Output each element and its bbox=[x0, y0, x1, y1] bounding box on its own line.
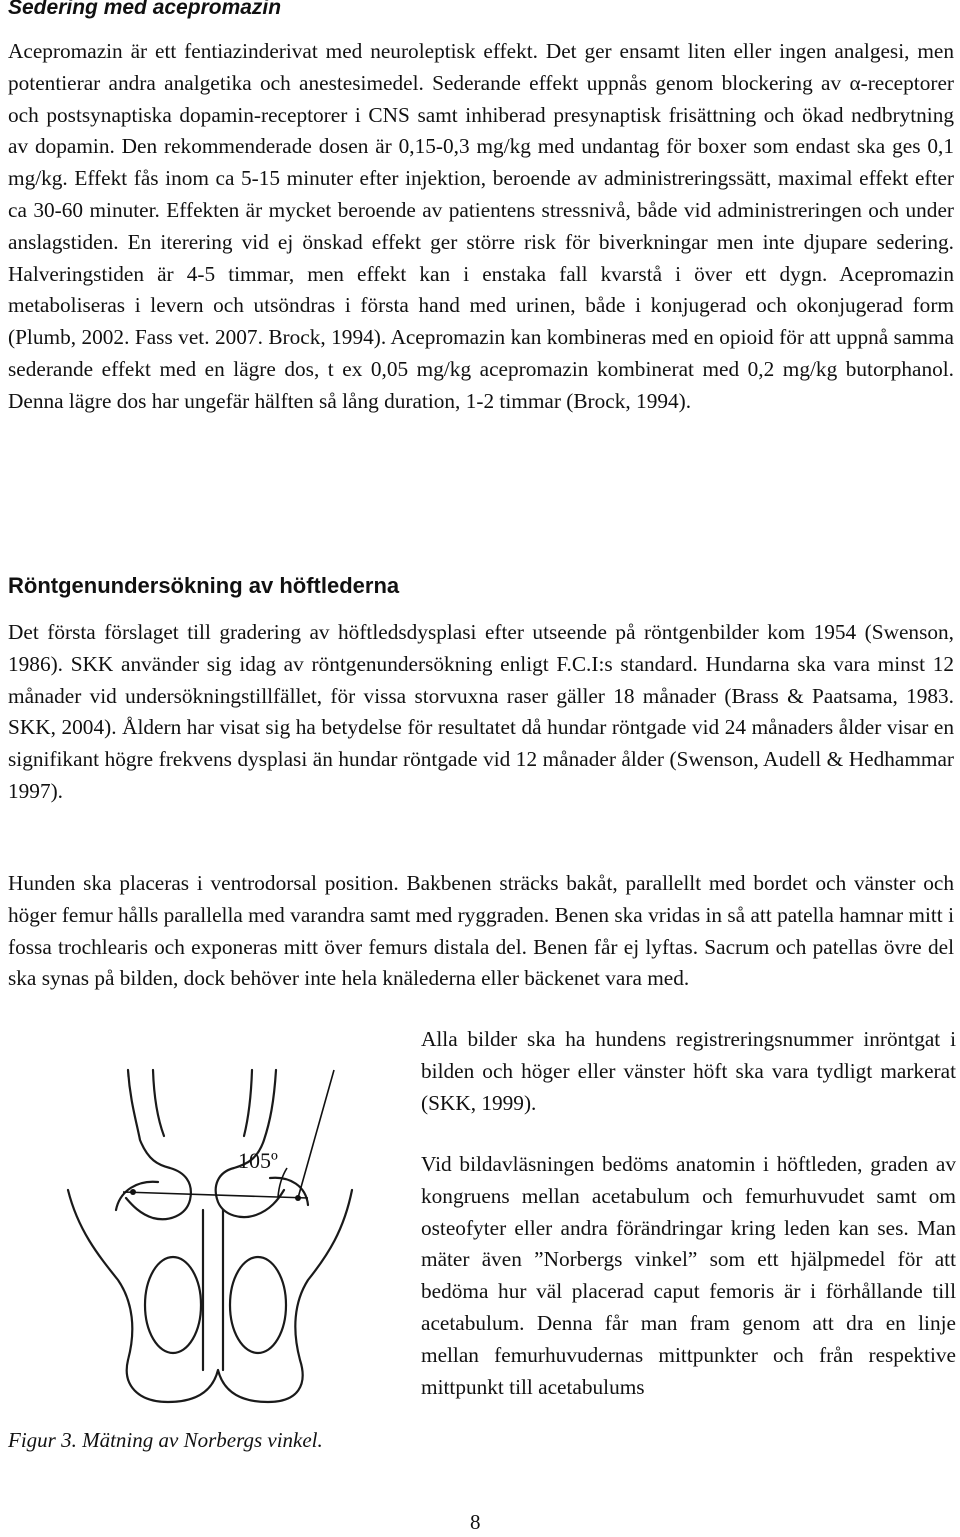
angle-label: 105º bbox=[238, 1148, 278, 1173]
femoral-head-center-left bbox=[130, 1189, 136, 1195]
femoral-head-center bbox=[295, 1195, 301, 1201]
paragraph-gradering: Det första förslaget till gradering av höftledsdysplasi efter utseende på röntgenbilder kom 1954 (Swenson, 1986). SKK använder sig idag av röntgenundersökning enligt F.C.I:s standard. Hundarna ska vara minst 12 månader vid undersökningstillfället, för vissa storvuxna raser gäller 18 månader (Brass & Paatsama, 1983. SKK, 2004). Åldern har visat sig ha betydelse för resultatet då hundar röntgade vid 24 månaders ålder visar en signifikant högre frekvens dysplasi än hundar röntgade vid 12 månader ålder (Swenson, Audell & Hedhammar 1997). bbox=[8, 620, 954, 803]
paragraph-positionering: Hunden ska placeras i ventrodorsal position. Bakbenen sträcks bakåt, parallellt med bordet och vänster och höger femur hålls parallella med varandra samt med ryggraden. Benen ska vridas in så att patella hamnar mitt i fossa trochlearis och exponeras mitt över femurs distala del. Benen får ej lyftas. Sacrum och patellas övre del ska synas på bilden, dock behöver inte hela knälederna eller bäckenet vara med. bbox=[8, 871, 954, 991]
paragraph-acepromazin: Acepromazin är ett fentiazinderivat med neuroleptisk effekt. Det ger ensamt liten eller ingen analgesi, men potentierar andra analgetika och anestesimedel. Sederande effekt uppnås genom blockering av α-receptorer och postsynaptiska dopamin-receptorer i CNS samt inhiberad presynaptisk frisättning och ökad nedbrytning av dopamin. Den rekommenderade dosen är 0,15-0,3 mg/kg med undantag för boxer som endast ska ges 0,1 mg/kg. Effekt fås inom ca 5-15 minuter efter injektion, beroende av administreringssätt, maximal effekt efter ca 30-60 minuter. Effekten är mycket beroende av patientens stressnivå, både vid administreringen och under anslagstiden. En iterering vid ej önskad effekt ger större risk för biverkningar men inte djupare sedering. Halveringstiden är 4-5 timmar, men effekt kan i enstaka fall kvarstå i över ett dygn. Acepromazin metaboliseras i levern och utsöndras i första hand med urinen, både i konjugerad och okonjugerad form (Plumb, 2002. Fass vet. 2007. Brock, 1994). Acepromazin kan kombineras med en opioid för att uppnå samma sederande effekt med en lägre dos, t ex 0,05 mg/kg acepromazin kombinerat med 0,2 mg/kg butorphanol. Denna lägre dos har ungefär hälften så lång duration, 1-2 timmar (Brock, 1994). bbox=[8, 39, 954, 413]
section-heading-acepromazin: Sedering med acepromazin bbox=[8, 0, 282, 19]
sacrum bbox=[203, 1210, 223, 1370]
acetabulum-line bbox=[298, 1070, 334, 1198]
section-heading-rontgen: Röntgenundersökning av höftlederna bbox=[8, 573, 400, 598]
right-obturator-foramen bbox=[230, 1257, 286, 1353]
paragraph-bildavlasning: Vid bildavläsningen bedöms anatomin i höftleden, graden av kongruens mellan acetabulum och femurhuvudet samt om osteofyter eller andra förändringar kring leden kan ses. Man mäter även ”Norbergs vinkel” som ett hjälpmedel för att bedöma hur väl placerad caput femoris är i förhållande till acetabulum. Denna får man fram genom att dra en linje mellan femurhuvudernas mittpunkter och från respektive mittpunkt till acetabulums bbox=[421, 1152, 956, 1399]
left-femur bbox=[126, 1070, 191, 1219]
paragraph-registrering: Alla bilder ska ha hundens registreringsnummer inröntgat i bilden och höger eller vänster höft ska vara tydligt markerat (SKK, 1999). bbox=[421, 1027, 956, 1115]
figure-caption: Figur 3. Mätning av Norbergs vinkel. bbox=[8, 1428, 323, 1452]
hip-joint-drawing bbox=[8, 1040, 408, 1420]
norberg-angle-figure bbox=[8, 1040, 408, 1420]
left-acetabulum bbox=[116, 1182, 158, 1210]
left-obturator-foramen bbox=[145, 1257, 201, 1353]
page-number: 8 bbox=[470, 1510, 481, 1534]
pelvis-outline bbox=[68, 1190, 352, 1402]
